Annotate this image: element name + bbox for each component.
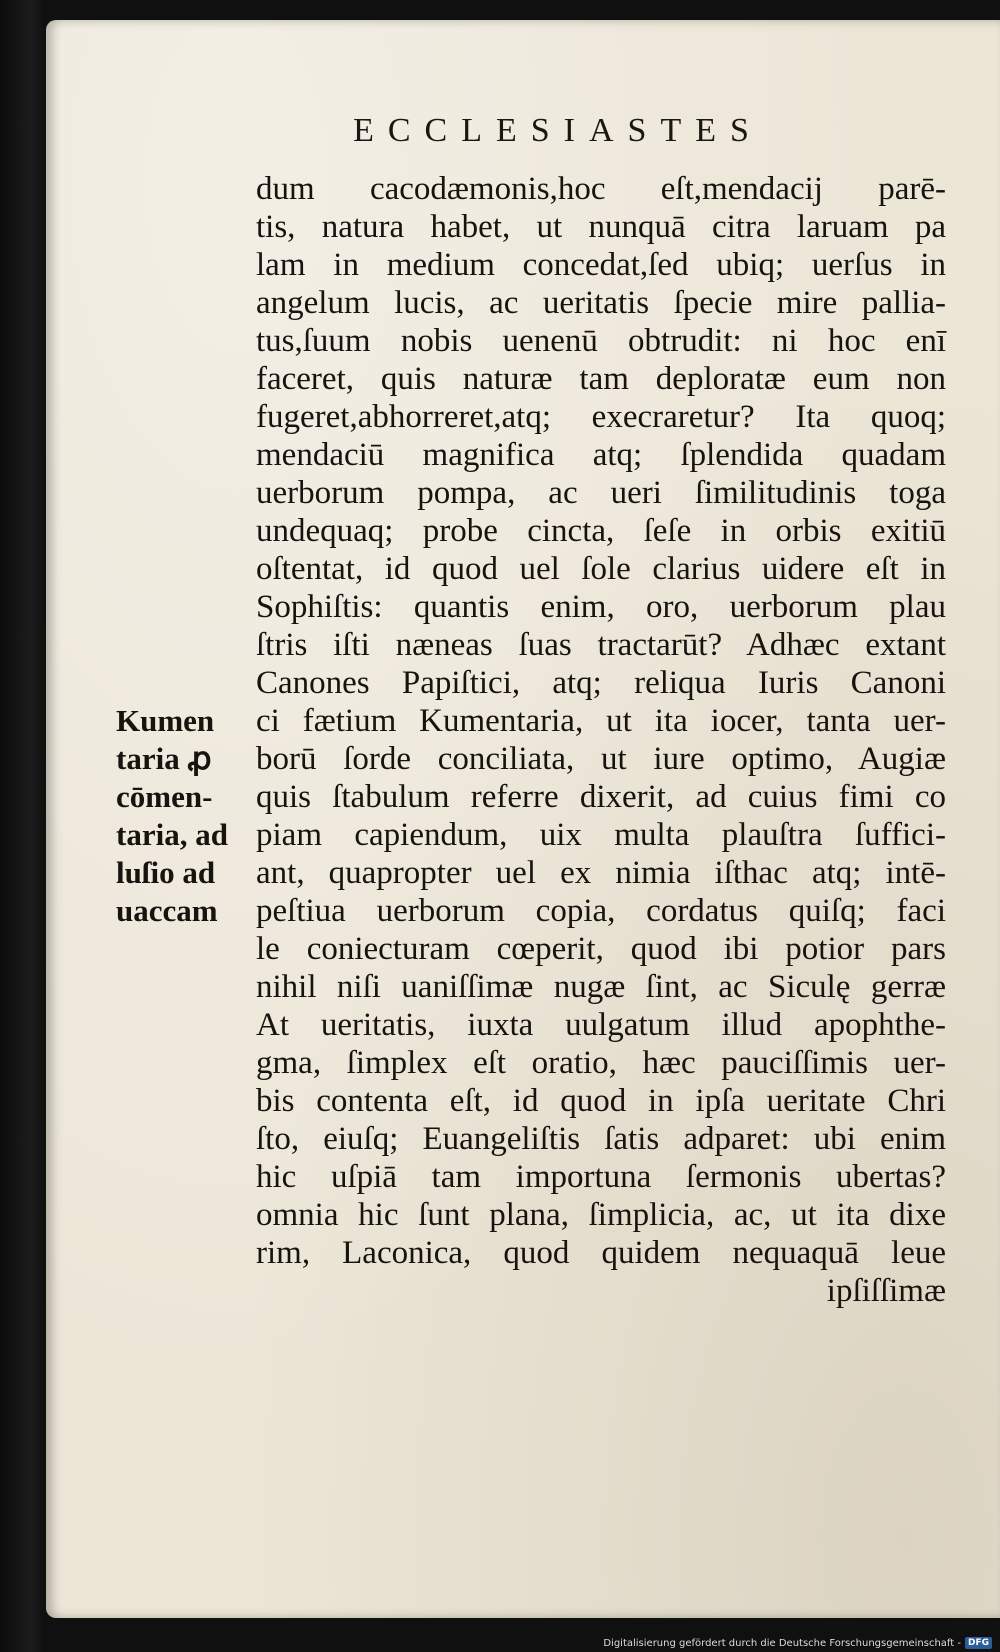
text-line: dum cacodæmonis,hoc eſt,mendacij parē- bbox=[256, 171, 946, 207]
text-line: Canones Papiſtici, atq; reliqua Iuris Canoni bbox=[256, 665, 946, 701]
main-text-block bbox=[256, 170, 946, 1310]
text-line: rim, Laconica, quod quidem nequaquā leue bbox=[256, 1235, 946, 1271]
text-line: borū ſorde conciliata, ut iure optimo, Augiæ bbox=[256, 741, 946, 777]
text-line: tis, natura habet, ut nunquā citra laruam pa bbox=[256, 209, 946, 245]
text-line: lam in medium concedat,ſed ubiq; uerſus in bbox=[256, 247, 946, 283]
text-line: undequaq; probe cincta, ſeſe in orbis exitiū bbox=[256, 513, 946, 549]
text-line: oſtentat, id quod uel ſole clarius uidere eſt in bbox=[256, 551, 946, 587]
marginal-note-line: Kumen bbox=[116, 703, 215, 738]
text-line: peſtiua uerborum copia, cordatus quiſq; faci bbox=[256, 893, 946, 929]
running-head: ECCLESIASTES bbox=[353, 112, 763, 149]
text-line: fugeret,abhorreret,atq; execraretur? Ita quoq; bbox=[256, 399, 946, 435]
text-line: ſtris iſti næneas ſuas tractarūt? Adhæc extant bbox=[256, 627, 946, 663]
catchword: ipſiſſimæ bbox=[826, 1273, 946, 1309]
book-page bbox=[46, 20, 1000, 1618]
text-line: piam capiendum, uix multa plauſtra ſuffici- bbox=[256, 817, 946, 853]
text-line: le coniecturam cœperit, quod ibi potior pars bbox=[256, 931, 946, 967]
credit-text: Digitalisierung gefördert durch die Deutsche Forschungsgemeinschaft - bbox=[603, 1637, 961, 1649]
text-line: bis contenta eſt, id quod in ipſa ueritate Chri bbox=[256, 1083, 946, 1119]
text-line: At ueritatis, iuxta uulgatum illud apophthe- bbox=[256, 1007, 946, 1043]
text-line: tus,ſuum nobis uenenū obtrudit: ni hoc enī bbox=[256, 323, 946, 359]
text-line: Sophiſtis: quantis enim, oro, uerborum plau bbox=[256, 589, 946, 625]
text-line: faceret, quis naturæ tam deploratæ eum non bbox=[256, 361, 946, 397]
text-line: uerborum pompa, ac ueri ſimilitudinis toga bbox=[256, 475, 946, 511]
dfg-logo: DFG bbox=[965, 1637, 992, 1649]
marginal-note bbox=[116, 702, 246, 930]
text-line: nihil niſi uaniſſimæ nugæ ſint, ac Siculę gerræ bbox=[256, 969, 946, 1005]
text-line: omnia hic ſunt plana, ſimplicia, ac, ut ita dixe bbox=[256, 1197, 946, 1233]
text-line: hic uſpiā tam importuna ſermonis ubertas? bbox=[256, 1159, 946, 1195]
text-line: angelum lucis, ac ueritatis ſpecie mire pallia- bbox=[256, 285, 946, 321]
text-line: quis ſtabulum referre dixerit, ad cuius fimi co bbox=[256, 779, 946, 815]
marginal-note-line: uaccam bbox=[116, 893, 218, 928]
text-line: ſto, eiuſq; Euangeliſtis ſatis adparet: ubi enim bbox=[256, 1121, 946, 1157]
digitization-credit bbox=[603, 1637, 992, 1649]
marginal-note-line: taria, ad bbox=[116, 817, 228, 852]
marginal-note-line: luſio ad bbox=[116, 855, 216, 890]
text-line: gma, ſimplex eſt oratio, hæc pauciſſimis uer- bbox=[256, 1045, 946, 1081]
text-line: ant, quapropter uel ex nimia iſthac atq; intē- bbox=[256, 855, 946, 891]
text-line: mendaciū magnifica atq; ſplendida quadam bbox=[256, 437, 946, 473]
text-line: ci fætium Kumentaria, ut ita iocer, tanta uer- bbox=[256, 703, 946, 739]
marginal-note-line: taria ꝓ bbox=[116, 741, 212, 776]
marginal-note-line: cōmen- bbox=[116, 779, 213, 814]
